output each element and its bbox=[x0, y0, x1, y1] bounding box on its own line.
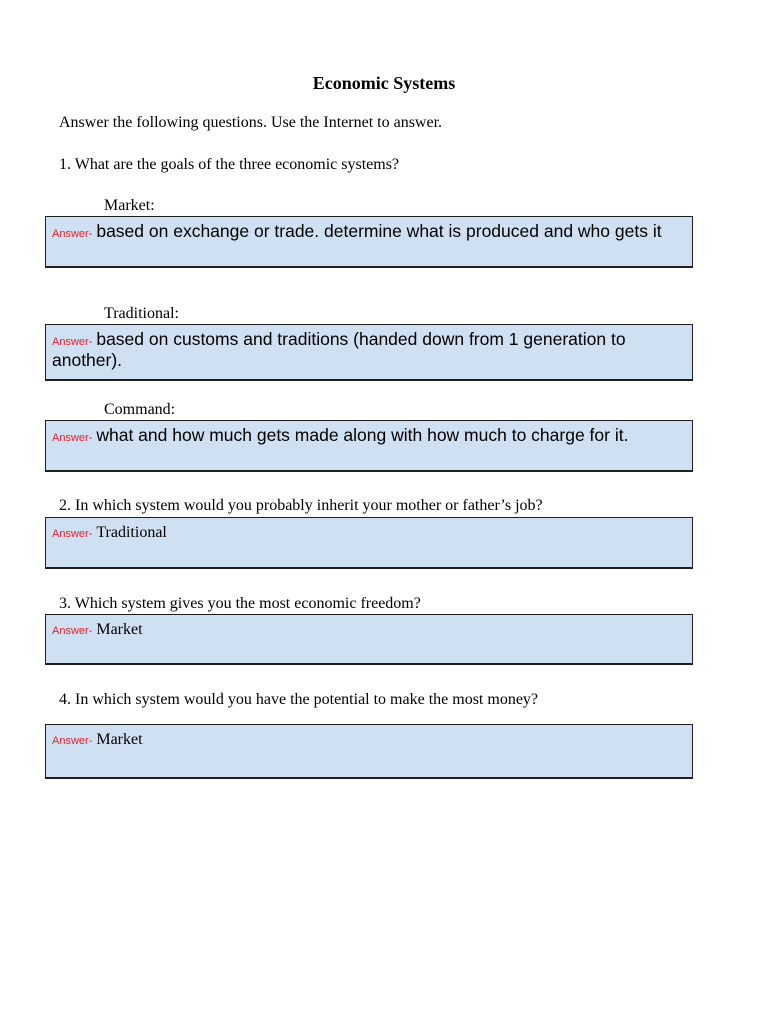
question-2-answer-box[interactable] bbox=[45, 517, 693, 569]
market-answer-box[interactable] bbox=[45, 216, 693, 268]
market-answer: based on exchange or trade. determine what is produced and who gets it bbox=[96, 221, 662, 241]
traditional-answer-box[interactable] bbox=[45, 324, 693, 381]
answer-label: Answer- bbox=[52, 528, 93, 540]
answer-label: Answer- bbox=[52, 336, 93, 348]
command-answer: what and how much gets made along with how much to charge for it. bbox=[96, 425, 629, 445]
question-2: 2. In which system would you probably inherit your mother or father’s job? bbox=[59, 497, 543, 514]
answer-label: Answer- bbox=[52, 432, 93, 444]
answer-label: Answer- bbox=[52, 735, 93, 747]
question-4: 4. In which system would you have the potential to make the most money? bbox=[59, 691, 539, 708]
traditional-label: Traditional: bbox=[104, 305, 179, 322]
question-4-answer-box[interactable] bbox=[45, 724, 693, 779]
answer-label: Answer- bbox=[52, 228, 93, 240]
question-3: 3. Which system gives you the most economic freedom? bbox=[59, 595, 421, 612]
command-answer-box[interactable] bbox=[45, 420, 693, 472]
question-3-answer: Market bbox=[96, 621, 143, 638]
command-label: Command: bbox=[104, 401, 176, 418]
page-title: Economic Systems bbox=[312, 73, 456, 93]
instructions: Answer the following questions. Use the Internet to answer. bbox=[59, 114, 443, 131]
question-3-answer-box[interactable] bbox=[45, 614, 693, 665]
question-1: 1. What are the goals of the three economic systems? bbox=[59, 156, 400, 173]
question-2-answer: Traditional bbox=[96, 524, 167, 541]
answer-label: Answer- bbox=[52, 625, 93, 637]
traditional-answer: based on customs and traditions (handed down from 1 generation to another). bbox=[52, 329, 626, 370]
question-4-answer: Market bbox=[96, 731, 143, 748]
market-label: Market: bbox=[104, 197, 155, 214]
